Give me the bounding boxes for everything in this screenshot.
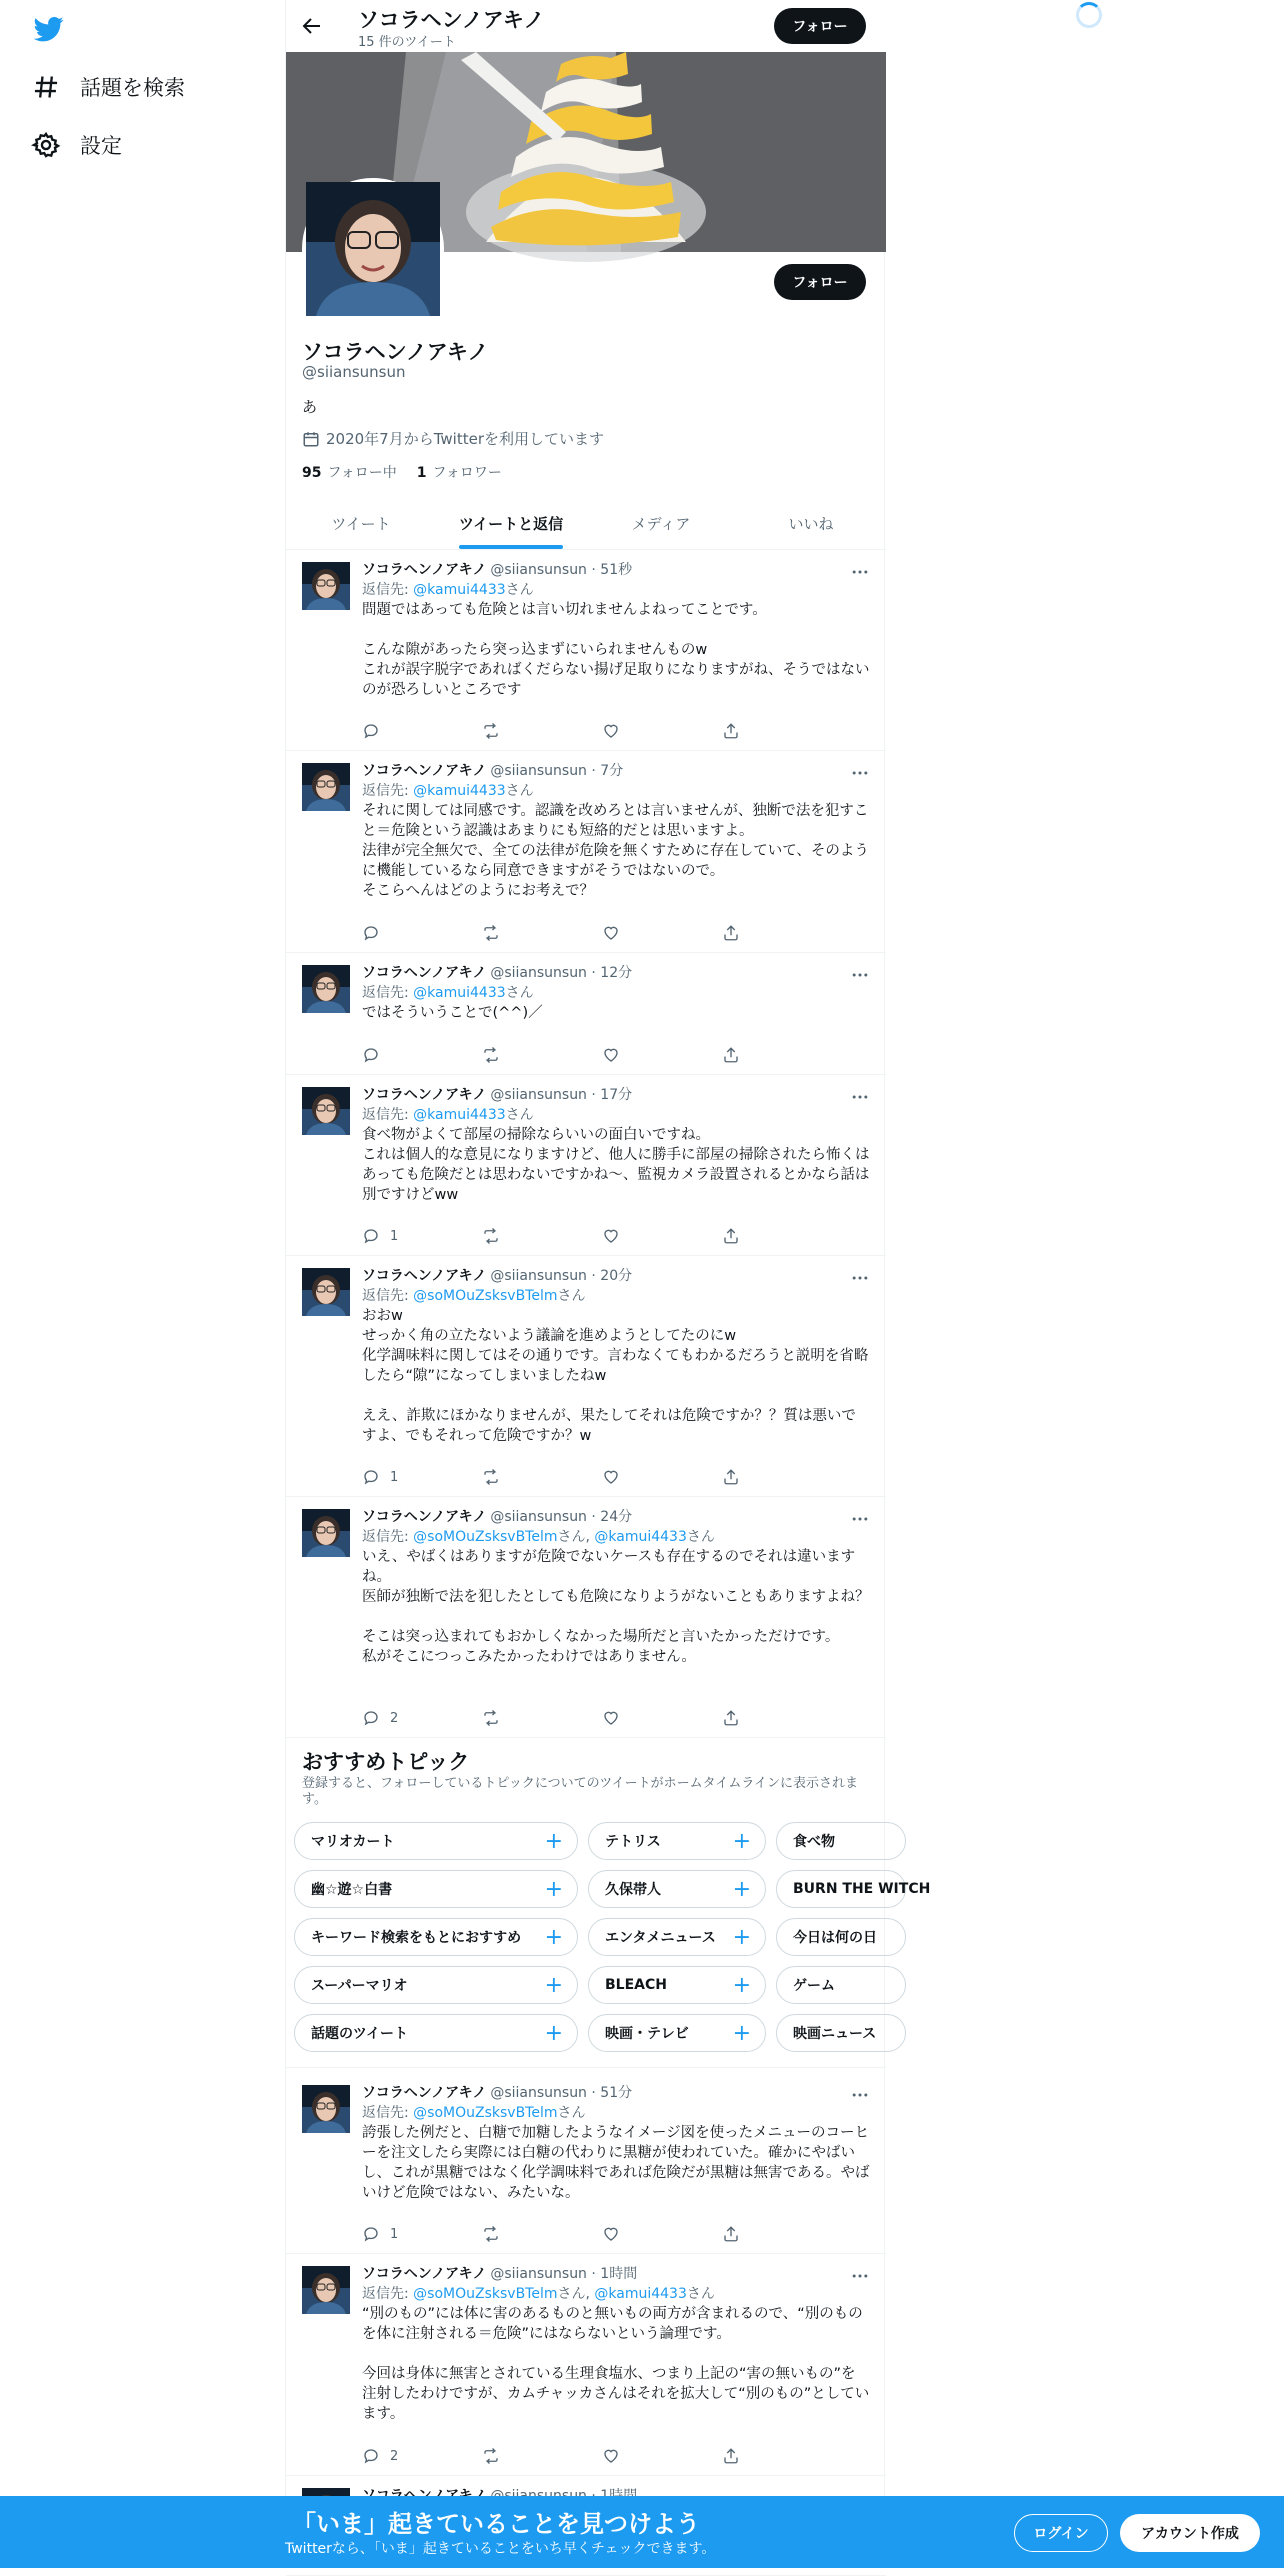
plus-icon[interactable]: + <box>732 1973 751 1998</box>
reply-suffix: さん <box>505 582 534 598</box>
more-options-icon[interactable] <box>850 2266 870 2286</box>
tweet-author-name[interactable]: ソコラヘンノアキノ <box>362 562 487 578</box>
share-icon <box>722 1709 740 1727</box>
reply-suffix: さん <box>505 1107 534 1123</box>
topic-chip[interactable] <box>588 2014 766 2052</box>
profile-avatar[interactable] <box>302 178 444 320</box>
tweet-body <box>362 2264 870 2424</box>
header-tweet-count: 15 件のツイート <box>358 35 456 50</box>
reply-prefix: 返信先: <box>362 1107 414 1123</box>
tweet-handle-time[interactable]: @siiansunsun · 12分 <box>490 965 633 981</box>
tweet-actions <box>362 2224 802 2244</box>
reply-prefix: 返信先: <box>362 1529 414 1545</box>
share-button[interactable] <box>722 1226 802 1246</box>
profile-follow-button[interactable]: フォロー <box>774 264 866 300</box>
topic-chip[interactable] <box>588 1822 766 1860</box>
share-icon <box>722 2447 740 2465</box>
plus-icon[interactable]: + <box>732 1925 751 1950</box>
share-button[interactable] <box>722 721 802 741</box>
reply-suffix: さん <box>686 2286 715 2302</box>
plus-icon[interactable]: + <box>732 1877 751 1902</box>
retweet-button[interactable] <box>482 1708 562 1728</box>
topic-chip-label: 食べ物 <box>793 1834 835 1850</box>
reply-suffix: さん <box>557 1288 586 1304</box>
share-icon <box>722 1227 740 1245</box>
share-button[interactable] <box>722 2446 802 2466</box>
plus-icon[interactable]: + <box>544 1973 563 1998</box>
tweet-header <box>362 2264 870 2284</box>
reply-icon <box>362 924 380 942</box>
profile-header <box>286 0 886 52</box>
topic-chip-label: エンタメニュース <box>605 1930 716 1946</box>
tweet-header <box>362 1085 870 1105</box>
like-button[interactable] <box>602 2446 682 2466</box>
tweet-actions <box>362 1045 802 1065</box>
tweet-header <box>362 761 870 781</box>
heart-icon <box>602 1046 620 1064</box>
calendar-icon <box>302 430 320 448</box>
more-options-icon[interactable] <box>850 763 870 783</box>
tweet-actions <box>362 721 802 741</box>
plus-icon[interactable]: + <box>732 2021 751 2046</box>
reply-count: 1 <box>390 1469 399 1485</box>
tweet-avatar[interactable] <box>302 1268 350 1316</box>
topics-description: 登録すると、フォローしているトピックについてのツイートがホームタイムラインに表示されます。 <box>302 1776 859 1807</box>
topic-chip-label: 映画・テレビ <box>605 2026 689 2042</box>
tweet-body <box>362 560 870 700</box>
share-icon <box>722 722 740 740</box>
profile-bio: あ <box>302 398 318 416</box>
tweet-avatar[interactable] <box>302 1509 350 1557</box>
tweet-header <box>362 1507 870 1527</box>
tweet-body <box>362 963 870 1023</box>
tweet-avatar[interactable] <box>302 2266 350 2314</box>
more-options-icon[interactable] <box>850 1509 870 1529</box>
reply-icon <box>362 2447 380 2465</box>
topic-chip-label: マリオカート <box>311 1834 395 1850</box>
tweet-handle-time[interactable]: @siiansunsun · 7分 <box>490 763 624 779</box>
reply-icon <box>362 2225 380 2243</box>
tweet-author-name[interactable]: ソコラヘンノアキノ <box>362 2085 487 2101</box>
plus-icon[interactable]: + <box>544 1925 563 1950</box>
topic-chip-label: スーパーマリオ <box>311 1978 408 1994</box>
share-button[interactable] <box>722 2224 802 2244</box>
like-button[interactable] <box>602 1226 682 1246</box>
recommended-topics <box>286 1738 931 2068</box>
followers-link[interactable] <box>417 462 502 482</box>
tweet-handle-time[interactable]: @siiansunsun · 17分 <box>490 1087 633 1103</box>
tweet-avatar[interactable] <box>302 763 350 811</box>
more-options-icon[interactable] <box>850 562 870 582</box>
login-button[interactable]: ログイン <box>1014 2514 1108 2552</box>
signup-bar <box>0 2496 1284 2568</box>
profile-column <box>285 0 931 2568</box>
reply-suffix: さん <box>557 1529 586 1545</box>
topic-chip[interactable] <box>294 1870 578 1908</box>
reply-prefix: 返信先: <box>362 2286 414 2302</box>
topic-chip[interactable] <box>776 1822 906 1860</box>
following-link[interactable] <box>302 462 397 482</box>
tab-media[interactable]: メディア <box>631 515 691 533</box>
like-button[interactable] <box>602 2224 682 2244</box>
tweet-header <box>362 963 870 983</box>
reply-button[interactable] <box>362 923 442 943</box>
retweet-button[interactable] <box>482 1045 562 1065</box>
reply-button[interactable] <box>362 1045 442 1065</box>
reply-to-link[interactable]: @kamui4433 <box>413 1107 506 1123</box>
topic-chip-label: キーワード検索をもとにおすすめ <box>311 1930 522 1946</box>
topic-chip[interactable] <box>294 1918 578 1956</box>
retweet-icon <box>482 2447 500 2465</box>
tweet-body <box>362 2083 870 2203</box>
topic-chip-label: 今日は何の日 <box>793 1930 877 1946</box>
profile-handle: @siiansunsun <box>302 363 406 381</box>
tweet-body <box>362 1507 870 1667</box>
tweet-avatar[interactable] <box>302 2085 350 2133</box>
like-button[interactable] <box>602 1045 682 1065</box>
heart-icon <box>602 2225 620 2243</box>
reply-to-link[interactable]: @soMOuZsksvBTelm <box>413 2286 558 2302</box>
reply-prefix: 返信先: <box>362 1288 414 1304</box>
topic-chip-label: 映画ニュース <box>793 2026 877 2042</box>
topic-chip[interactable] <box>776 1870 931 1908</box>
topic-chip-label: BURN THE WITCH <box>793 1881 931 1897</box>
reply-sep: , <box>585 1529 595 1545</box>
tweet[interactable] <box>286 2254 886 2476</box>
tweet-body <box>362 761 870 901</box>
reply-icon <box>362 1046 380 1064</box>
retweet-button[interactable] <box>482 2224 562 2244</box>
retweet-button[interactable] <box>482 1467 562 1487</box>
topic-chip-label: テトリス <box>605 1834 661 1850</box>
profile-name: ソコラヘンノアキノ <box>302 340 489 364</box>
reply-to <box>362 983 870 1003</box>
reply-to <box>362 2103 870 2123</box>
retweet-button[interactable] <box>482 721 562 741</box>
tweet-handle-time[interactable]: @siiansunsun · 24分 <box>490 1509 633 1525</box>
profile-joined-text: 2020年7月からTwitterを利用しています <box>326 430 604 448</box>
tweet-handle-time[interactable]: @siiansunsun · 1時間 <box>490 2266 638 2282</box>
reply-to <box>362 781 870 801</box>
tweet[interactable] <box>286 1075 886 1256</box>
reply-icon <box>362 722 380 740</box>
reply-count: 2 <box>390 1710 399 1726</box>
topic-chip[interactable] <box>588 1966 766 2004</box>
reply-to <box>362 1105 870 1125</box>
tweet-body <box>362 1266 870 1446</box>
retweet-icon <box>482 2225 500 2243</box>
like-button[interactable] <box>602 923 682 943</box>
followers-label: フォロワー <box>432 465 502 481</box>
nav-explore-label: 話題を検索 <box>80 76 185 100</box>
tweet-actions <box>362 1226 802 1246</box>
reply-to <box>362 1286 870 1306</box>
back-arrow-icon[interactable] <box>300 14 324 38</box>
following-count: 95 <box>302 465 322 481</box>
retweet-icon <box>482 1709 500 1727</box>
reply-button[interactable] <box>362 2446 442 2466</box>
tweet-text: ではそういうことで(^^)／ <box>362 1005 543 1021</box>
plus-icon[interactable]: + <box>732 1829 751 1854</box>
tweet-text: 誇張した例だと、白糖で加糖したようなイメージ図を使ったメニューのコーヒーを注文したら実際には白糖の代わりに黒糖が使われていた。確かにやばいし、これが黒糖ではなく化学調味料であれば危険だが黒糖は無害である。やばいけど危険ではない、みたいな。 <box>362 2125 870 2201</box>
nav-settings[interactable] <box>32 130 122 160</box>
tweet-handle-time[interactable]: @siiansunsun · 20分 <box>490 1268 633 1284</box>
reply-to-link[interactable]: @kamui4433 <box>413 582 506 598</box>
reply-to-link[interactable]: @kamui4433 <box>594 1529 687 1545</box>
tweet-text: 食べ物がよくて部屋の掃除ならいいの面白いですね。 これは個人的な意見になりますけど、他人に勝手に部屋の掃除されたら怖くはあっても危険だとは思わないですかね〜、監視カメラ設置されるとかなら話は別ですけどww <box>362 1127 870 1203</box>
retweet-icon <box>482 1046 500 1064</box>
profile-avatar-image <box>306 182 440 316</box>
reply-suffix: さん <box>557 2286 586 2302</box>
reply-suffix: さん <box>505 783 534 799</box>
share-icon <box>722 2225 740 2243</box>
share-button[interactable] <box>722 1045 802 1065</box>
tweet[interactable] <box>286 1256 886 1497</box>
topic-chip-label: 話題のツイート <box>311 2026 409 2042</box>
like-button[interactable] <box>602 1708 682 1728</box>
reply-count: 2 <box>390 2448 399 2464</box>
share-icon <box>722 924 740 942</box>
more-options-icon[interactable] <box>850 1087 870 1107</box>
reply-count: 1 <box>390 1228 399 1244</box>
tweet[interactable] <box>286 751 886 953</box>
tweet-handle-time[interactable]: @siiansunsun · 51秒 <box>490 562 633 578</box>
share-icon <box>722 1468 740 1486</box>
tweet-author-name[interactable]: ソコラヘンノアキノ <box>362 2266 487 2282</box>
reply-to <box>362 580 870 600</box>
reply-sep: , <box>585 2286 595 2302</box>
heart-icon <box>602 1468 620 1486</box>
topic-chip-label: 久保帯人 <box>605 1882 661 1898</box>
reply-button[interactable] <box>362 1226 442 1246</box>
retweet-button[interactable] <box>482 2446 562 2466</box>
reply-to-link[interactable]: @soMOuZsksvBTelm <box>413 2105 558 2121</box>
signup-bar-title: 「いま」起きていることを見つけよう <box>292 2510 700 2538</box>
profile-joined <box>302 428 604 449</box>
tweet[interactable] <box>286 550 886 751</box>
reply-button[interactable] <box>362 721 442 741</box>
topic-chip-label: 幽☆遊☆白書 <box>311 1882 393 1898</box>
tweet-author-name[interactable]: ソコラヘンノアキノ <box>362 763 487 779</box>
reply-to-link[interactable]: @kamui4433 <box>594 2286 687 2302</box>
reply-suffix: さん <box>557 2105 586 2121</box>
retweet-icon <box>482 722 500 740</box>
reply-prefix: 返信先: <box>362 2105 414 2121</box>
reply-to-link[interactable]: @soMOuZsksvBTelm <box>413 1288 558 1304</box>
topic-chip[interactable] <box>776 1918 906 1956</box>
heart-icon <box>602 924 620 942</box>
plus-icon[interactable]: + <box>544 2021 563 2046</box>
tweet-text: “別のもの”には体に害のあるものと無いもの両方が含まれるので、“別のものを体に注射される＝危険”にはならないという論理です。 今回は身体に無害とされている生理食塩水、つまり上記の“害の無いもの”を注射したわけですが、カムチャッカさんはそれを拡大して“別のもの”としています。 <box>362 2306 870 2422</box>
reply-button[interactable] <box>362 1467 442 1487</box>
hashtag-icon <box>32 73 60 101</box>
tweet[interactable] <box>286 1497 886 1738</box>
tweet-header <box>362 560 870 580</box>
profile-tabs <box>286 498 886 550</box>
twitter-bird-icon[interactable] <box>32 14 66 44</box>
topic-chip[interactable] <box>776 1966 906 2004</box>
tweet-author-name[interactable]: ソコラヘンノアキノ <box>362 1509 487 1525</box>
more-options-icon[interactable] <box>850 2085 870 2105</box>
gear-icon <box>32 131 60 159</box>
reply-button[interactable] <box>362 1708 442 1728</box>
header-follow-button[interactable]: フォロー <box>774 8 866 44</box>
retweet-button[interactable] <box>482 923 562 943</box>
tweet-header <box>362 1266 870 1286</box>
reply-icon <box>362 1709 380 1727</box>
reply-suffix: さん <box>686 1529 715 1545</box>
tab-likes[interactable]: いいね <box>788 515 834 533</box>
heart-icon <box>602 2447 620 2465</box>
tweet-avatar[interactable] <box>302 562 350 610</box>
tweet-text: いえ、やばくはありますが危険でないケースも存在するのでそれは違いますね。 医師が独断で法を犯したとしても危険になりようがないこともありますよね？ そこは突っ込まれてもおかしくなかった場所だと言いたかっただけです。 私がそこにつっこみたかったわけではありません。 <box>362 1549 870 1665</box>
reply-to-link[interactable]: @kamui4433 <box>413 783 506 799</box>
tweet[interactable] <box>286 953 886 1075</box>
topic-chip-label: ゲーム <box>793 1978 835 1994</box>
topic-chip[interactable] <box>588 1918 766 1956</box>
reply-prefix: 返信先: <box>362 582 414 598</box>
tweet-text: 問題ではあっても危険とは言い切れませんよねってことです。 こんな隙があったら突っ込まずにいられませんものw これが誤字脱字であればくだらない揚げ足取りになりますがね、そうではないのが恐ろしいところです <box>362 602 870 698</box>
retweet-icon <box>482 1227 500 1245</box>
plus-icon[interactable]: + <box>544 1829 563 1854</box>
tweet[interactable] <box>286 2073 886 2254</box>
nav-settings-label: 設定 <box>80 134 122 158</box>
tweet-actions <box>362 1708 802 1728</box>
reply-prefix: 返信先: <box>362 985 414 1001</box>
followers-count: 1 <box>416 465 427 481</box>
tweet-author-name[interactable]: ソコラヘンノアキノ <box>362 1087 487 1103</box>
tweet-actions <box>362 923 802 943</box>
tweet-text: それに関しては同感です。認識を改めろとは言いませんが、独断で法を犯すこと＝危険という認識はあまりにも短絡的だとは思いますよ。 法律が完全無欠で、全ての法律が危険を無くすために存在していて、そのように機能しているなら同意できますがそうではないので。 そこらへんはどのようにお考えで？ <box>362 803 869 899</box>
tweet-avatar[interactable] <box>302 965 350 1013</box>
topic-chip[interactable] <box>294 1822 578 1860</box>
retweet-button[interactable] <box>482 1226 562 1246</box>
tweet-actions <box>362 2446 802 2466</box>
tweet-author-name[interactable]: ソコラヘンノアキノ <box>362 965 487 981</box>
tweet-actions <box>362 1467 802 1487</box>
nav-explore[interactable] <box>32 72 185 102</box>
share-button[interactable] <box>722 1708 802 1728</box>
reply-to-link[interactable]: @kamui4433 <box>413 985 506 1001</box>
more-options-icon[interactable] <box>850 965 870 985</box>
topic-chip[interactable] <box>776 2014 906 2052</box>
plus-icon[interactable]: + <box>544 1877 563 1902</box>
tweet-body <box>362 1085 870 1205</box>
share-button[interactable] <box>722 923 802 943</box>
heart-icon <box>602 722 620 740</box>
heart-icon <box>602 1709 620 1727</box>
reply-count: 1 <box>390 2226 399 2242</box>
loading-spinner-icon <box>1076 2 1102 28</box>
reply-to <box>362 1527 870 1547</box>
share-icon <box>722 1046 740 1064</box>
more-options-icon[interactable] <box>850 1268 870 1288</box>
share-button[interactable] <box>722 1467 802 1487</box>
retweet-icon <box>482 1468 500 1486</box>
reply-icon <box>362 1468 380 1486</box>
topic-chip[interactable] <box>294 1966 578 2004</box>
signup-button[interactable]: アカウント作成 <box>1120 2514 1260 2552</box>
topic-chip[interactable] <box>588 1870 766 1908</box>
retweet-icon <box>482 924 500 942</box>
signup-bar-subtitle: Twitterなら、「いま」起きていることをいち早くチェックできます。 <box>285 2541 716 2557</box>
like-button[interactable] <box>602 1467 682 1487</box>
tweet-text: おおw せっかく角の立たないよう議論を進めようとしてたのにw 化学調味料に関してはその通りです。言わなくてもわかるだろうと説明を省略したら“隙”になってしまいましたねw ええ、詐欺にほかなりませんが、果たしてそれは危険ですか？？質は悪いですよ、でもそれって危険ですか？w <box>362 1308 869 1444</box>
heart-icon <box>602 1227 620 1245</box>
tab-tweets-and-replies[interactable]: ツイートと返信 <box>436 498 586 549</box>
header-name: ソコラヘンノアキノ <box>358 8 545 32</box>
like-button[interactable] <box>602 721 682 741</box>
tweet-handle-time[interactable]: @siiansunsun · 51分 <box>490 2085 633 2101</box>
tab-tweets[interactable]: ツイート <box>331 515 391 533</box>
topic-chip[interactable] <box>294 2014 578 2052</box>
reply-prefix: 返信先: <box>362 783 414 799</box>
reply-to-link[interactable]: @soMOuZsksvBTelm <box>413 1529 558 1545</box>
reply-to <box>362 2284 870 2304</box>
following-label: フォロー中 <box>327 465 397 481</box>
reply-suffix: さん <box>505 985 534 1001</box>
topic-chip-label: BLEACH <box>605 1977 667 1993</box>
tweet-author-name[interactable]: ソコラヘンノアキノ <box>362 1268 487 1284</box>
topics-title: おすすめトピック <box>302 1750 470 1774</box>
reply-icon <box>362 1227 380 1245</box>
tweet-header <box>362 2083 870 2103</box>
tweet-avatar[interactable] <box>302 1087 350 1135</box>
profile-follow-stats <box>302 462 502 482</box>
reply-button[interactable] <box>362 2224 442 2244</box>
